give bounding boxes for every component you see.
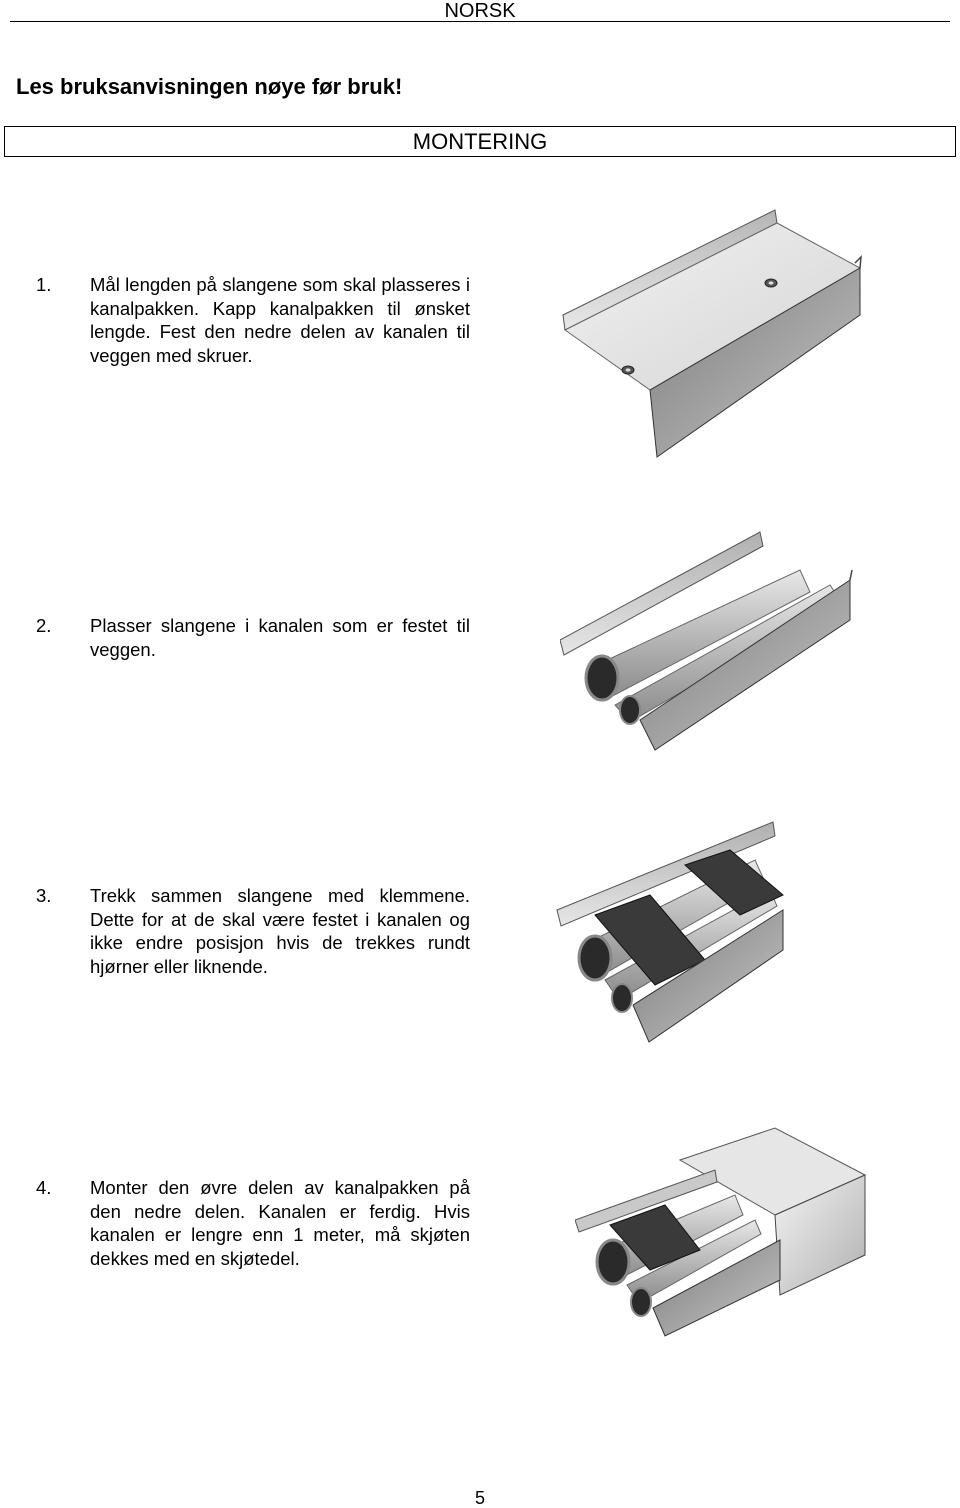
- step-text: Monter den øvre delen av kanalpakken på den nedre delen. Kanalen er ferdig. Hvis kanalen er lengre enn 1 meter, må skjøten dekkes med en skjøtedel.: [90, 1177, 470, 1269]
- step-1: [36, 273, 470, 367]
- step-number: 2.: [36, 615, 52, 636]
- step-4: [36, 1176, 470, 1270]
- channel-assembled-illustration: [575, 1120, 875, 1340]
- section-title: MONTERING: [4, 126, 956, 157]
- step-number: 1.: [36, 274, 52, 295]
- header-language: NORSK: [444, 0, 516, 22]
- step-number: 4.: [36, 1177, 52, 1198]
- intro-warning: Les bruksanvisningen nøye før bruk!: [16, 74, 403, 99]
- step-text: Mål lengden på slangene som skal plasseres i kanalpakken. Kapp kanalpakken til ønsket lengde. Fest den nedre delen av kanalen til veggen med skruer.: [90, 274, 470, 366]
- step-3: [36, 884, 470, 978]
- channel-with-hoses-illustration: [560, 530, 860, 760]
- step-text: Trekk sammen slangene med klemmene. Dette for at de skal være festet i kanalen og ikke endre posisjon hvis de trekkes rundt hjørner eller liknende.: [90, 885, 470, 977]
- step-number: 3.: [36, 885, 52, 906]
- page-number: 5: [474, 1488, 485, 1508]
- channel-base-illustration: [555, 205, 885, 465]
- header-rule: [10, 21, 950, 22]
- channel-with-clamps-illustration: [555, 820, 785, 1050]
- step-text: Plasser slangene i kanalen som er festet til veggen.: [90, 615, 470, 660]
- step-2: [36, 614, 470, 661]
